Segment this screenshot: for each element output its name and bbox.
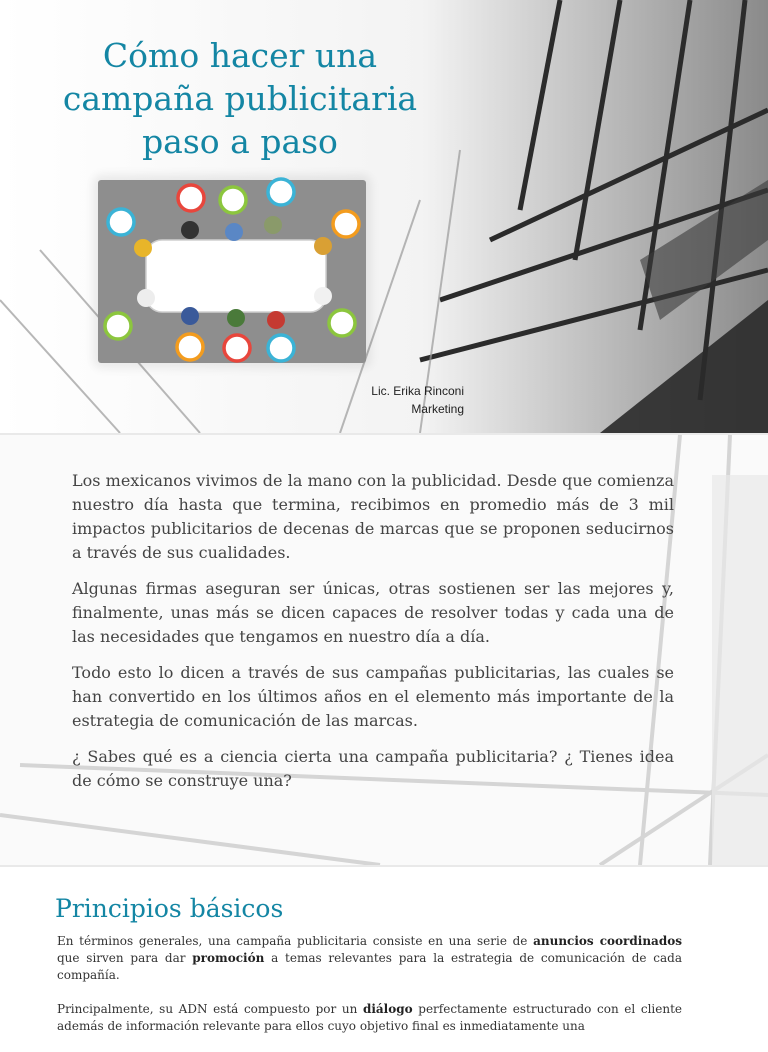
title-line-2: campaña publicitaria (62, 79, 418, 118)
slide-principles (0, 867, 768, 1033)
slide-title (0, 0, 768, 433)
bold-term: diálogo (362, 1002, 413, 1016)
paragraph: Todo esto lo dicen a través de sus campañas publicitarias, las cuales se han convertido en los últimos años en el elemento más importante de la estrategia de comunicación de las marcas. (72, 663, 674, 730)
author-block (371, 382, 464, 418)
author-name: Lic. Erika Rinconi (371, 384, 464, 398)
paragraph: Algunas firmas aseguran ser únicas, otras sostienen ser las mejores y, finalmente, unas más se dicen capaces de resolver todas y cada una de las necesidades que tengamos en nuestro día a día. (72, 579, 674, 646)
paragraph (57, 933, 682, 984)
intro-text (72, 469, 674, 805)
text-run: que sirven para dar (57, 951, 193, 965)
text-run: En términos generales, una campaña publicitaria consiste en una serie de (57, 934, 534, 948)
people-meeting-illustration (98, 180, 366, 363)
paragraph: ¿ Sabes qué es a ciencia cierta una campaña publicitaria? ¿ Tienes idea de cómo se construye una? (72, 747, 674, 790)
text-run: Principalmente, su ADN está compuesto por un (57, 1002, 363, 1016)
title-line-1: Cómo hacer una (102, 36, 378, 75)
text-run: perfectamente estructurado con el cliente además de información relevante para ellos cuyo objetivo final es inmediatamente una (57, 1002, 683, 1033)
text-run: a temas relevantes para la estrategia de comunicación de cada compañía. (57, 951, 682, 982)
principles-text (57, 933, 682, 1052)
paragraph: Los mexicanos vivimos de la mano con la publicidad. Desde que comienza nuestro día hasta que termina, recibimos en promedio más de 3 mil impactos publicitarios de decenas de marcas que se proponen seducirnos a través de sus cualidades. (72, 471, 674, 562)
section-heading: Principios básicos (55, 894, 284, 923)
page-title (20, 34, 460, 163)
title-line-3: paso a paso (142, 122, 338, 161)
paragraph (57, 1001, 682, 1035)
slide-intro (0, 435, 768, 865)
author-role: Marketing (411, 402, 464, 416)
bold-term: anuncios coordinados (533, 934, 682, 948)
bold-term: promoción (192, 951, 265, 965)
